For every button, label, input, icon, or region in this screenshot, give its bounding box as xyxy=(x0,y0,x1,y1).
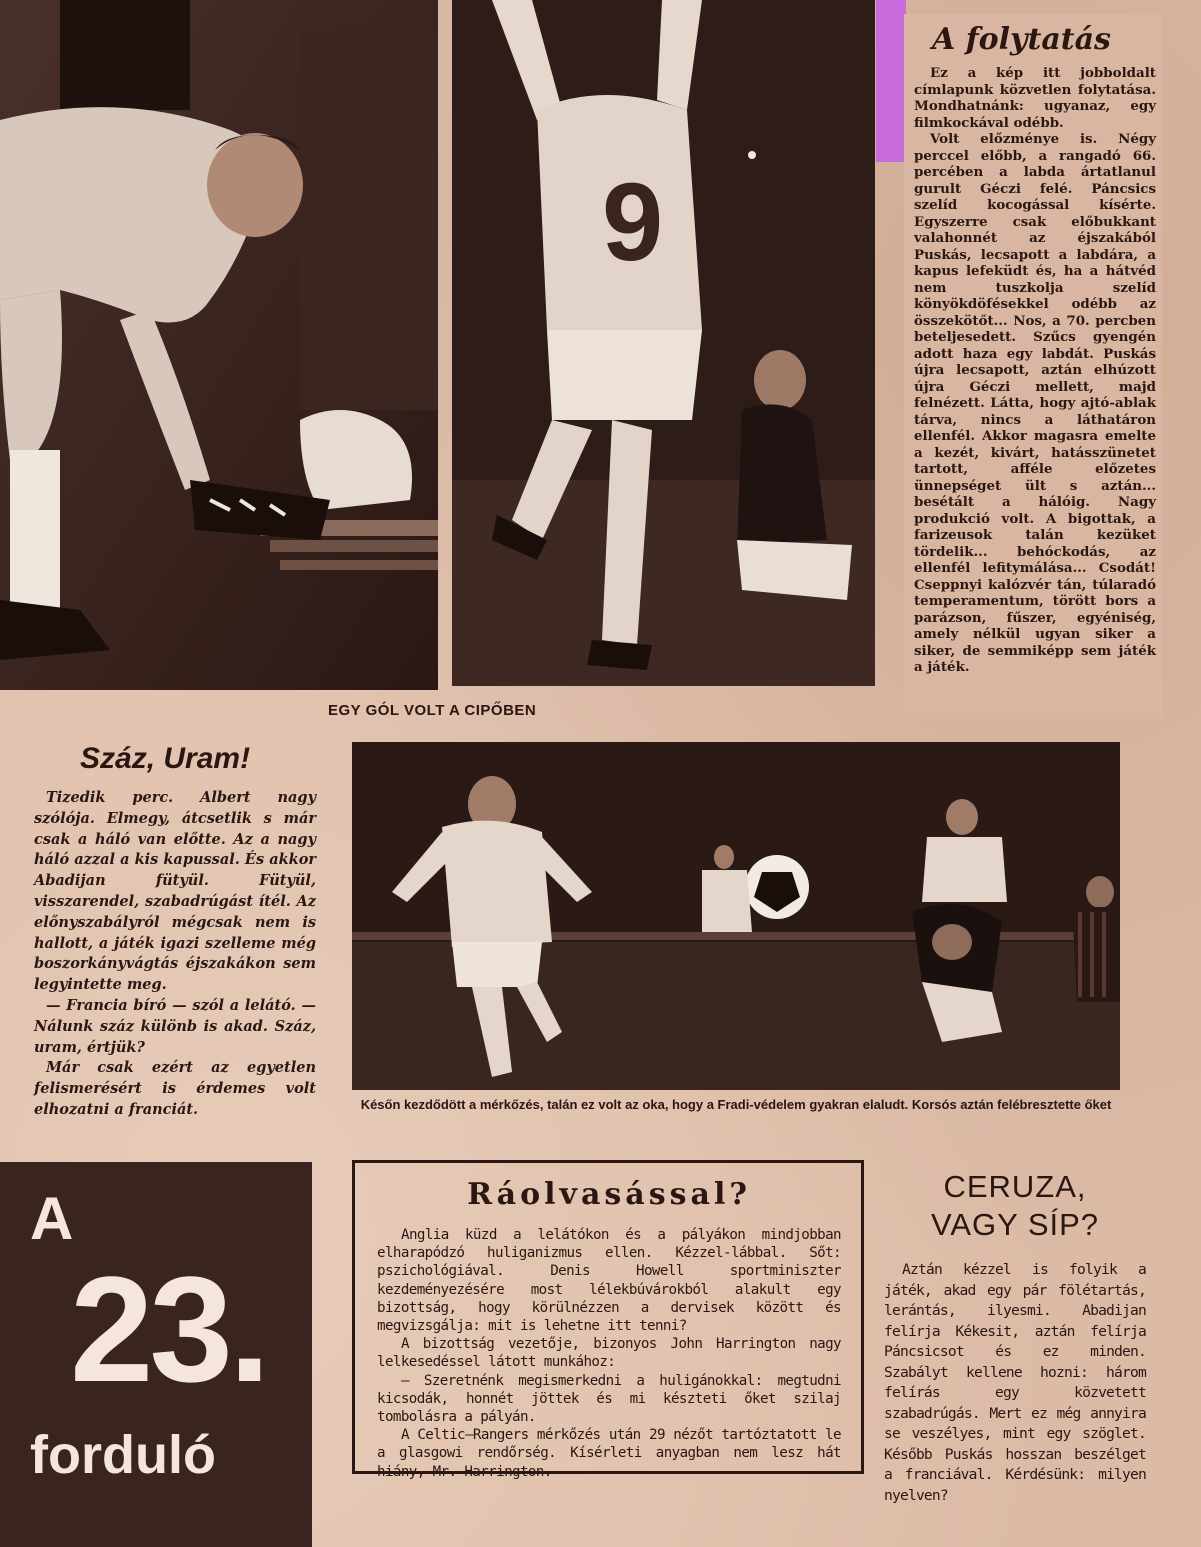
ceruza-paragraph-1: Aztán kézzel is folyik a játék, akad egy pár fölétartás, lerántás, ilyesmi. Abadijan felírja Kékesit, aztán felírja Páncsicsot és ez minden. Szabályt kellene hozni: három felírás egy közvetett szabadrúgás. Mert ez még annyira se veszélyes, mint egy szöglet. Később Puskás hosszan beszélget a franciával. Kérdésünk: milyen nyelven? xyxy=(884,1261,1146,1504)
round-label-a: A xyxy=(30,1185,74,1252)
top-photo-caption: EGY GÓL VOLT A CIPŐBEN xyxy=(328,702,537,719)
szaz-uram-title: Száz, Uram! xyxy=(80,742,251,775)
folytatas-article xyxy=(904,14,1162,719)
raolvasassal-paragraph-4: A Celtic—Rangers mérkőzés után 29 nézőt tartóztatott le a glasgowi rendőrség. Kísérleti anyagban nem lesz hát hiány, Mr. Harrington. xyxy=(377,1427,841,1480)
raolvasassal-paragraph-1: Anglia küzd a lelátókon és a pályákon mindjobban elharapódzó huliganizmus ellen. Kézzel-lábbal. Sőt: pszichológiával. Denis Howell sportminiszter kezdeményezésére most lélekbúvárokból alakult egy bizottság, hogy körülnézzen a dervisek között és megvizsgálja: mit is lehetne itt tenni? xyxy=(377,1227,841,1335)
szaz-paragraph-1: Tizedik perc. Albert nagy szólója. Elmegy, átcsetlik s már csak a háló van előtte. Az a nagy háló azzal a kis kapussal. És akkor Abadijan fütyül. Fütyül, visszarendel, szabadrúgást ítél. Az előnyszabályról mégcsak nem is hallott, a játék igazi szelleme még boszorkányvágtás éjszakákon sem legyintette meg. xyxy=(34,789,316,994)
match-photo-caption: Későn kezdődött a mérkőzés, talán ez volt az oka, hogy a Fradi-védelem gyakran elaludt. Korsós aztán felébresztette őket xyxy=(360,1097,1112,1112)
szaz-paragraph-3: Már csak ezért az egyetlen felismerésért is érdemes volt elhozatni a franciát. xyxy=(34,1059,316,1118)
ceruza-title-line-1: CERUZA, xyxy=(943,1169,1087,1204)
raolvasassal-title: Ráolvasással? xyxy=(467,1177,751,1212)
raolvasassal-paragraph-2: A bizottság vezetője, bizonyos John Harrington nagy lelkesedéssel látott munkához: xyxy=(377,1336,841,1371)
szaz-uram-article xyxy=(34,742,316,1121)
szaz-paragraph-2: — Francia bíró — szól a lelátó. — Nálunk száz különb is akad. Száz, uram, értjük? xyxy=(34,996,316,1056)
round-23-block xyxy=(0,1162,312,1547)
raolvasassal-boxed-article xyxy=(352,1160,864,1480)
round-number: 23. xyxy=(70,1245,267,1413)
ceruza-vagy-sip-article xyxy=(884,1168,1146,1506)
jersey-number: 9 xyxy=(602,161,664,284)
locker-room-photo xyxy=(0,0,438,690)
color-tab-marker xyxy=(876,0,906,162)
match-action-photo xyxy=(352,742,1120,1090)
round-word: forduló xyxy=(30,1425,216,1485)
folytatas-paragraph-1: Ez a kép itt jobboldalt címlapunk közvetlen folytatása. Mondhatnánk: ugyanaz, egy filmkockával odébb. xyxy=(914,65,1156,131)
folytatas-title: A folytatás xyxy=(932,22,1111,57)
ceruza-title xyxy=(884,1168,1146,1244)
goal-celebration-photo xyxy=(452,0,875,686)
raolvasassal-paragraph-3: — Szeretnénk megismerkedni a huligánokkal: megtudni kicsodák, honnét jöttek és mi készteti őket szilaj tombolásra a pályán. xyxy=(377,1372,841,1426)
ceruza-title-line-2: VAGY SÍP? xyxy=(930,1207,1100,1242)
folytatas-paragraph-2: Volt előzménye is. Négy perccel előbb, a rangadó 66. percében a labda ártatlanul gurult Géczi felé. Páncsics szelíd kocogással kísérte. Egyszerre csak előbukkant valahonnét az éjszakából Puskás, lecsapott a labdára, a kapus lefeküdt és, ha a hátvéd nem tuszkolja szelíd könyökdöfésekkel odébb az összekötőt... Nos, a 70. percben beteljesedett. Szűcs gyengén adott haza egy labdát. Puskás újra lecsapott, aztán elhúzott újra Géczi mellett, majd felnézett. Látta, hogy ajtó-ablak tárva, nincs a láthatáron ellenfél. Akkor magasra emelte a kezét, kivárt, hatásszünetet tartott, afféle előzetes ünnepséget ült s aztán... besétált a hálóig. Nagy produkció volt. A bigottak, a farizeusok talán kezüket tördelik... behóckodás, az ellenfél lefitymálása... Csodát! Cseppnyi kalózvér tán, túlaradó temperamentum, törött bors a parázson, fűszer, egyéniség, amely nélkül ugyan siker a siker, de semmiképp sem játék a játék. xyxy=(914,131,1156,675)
